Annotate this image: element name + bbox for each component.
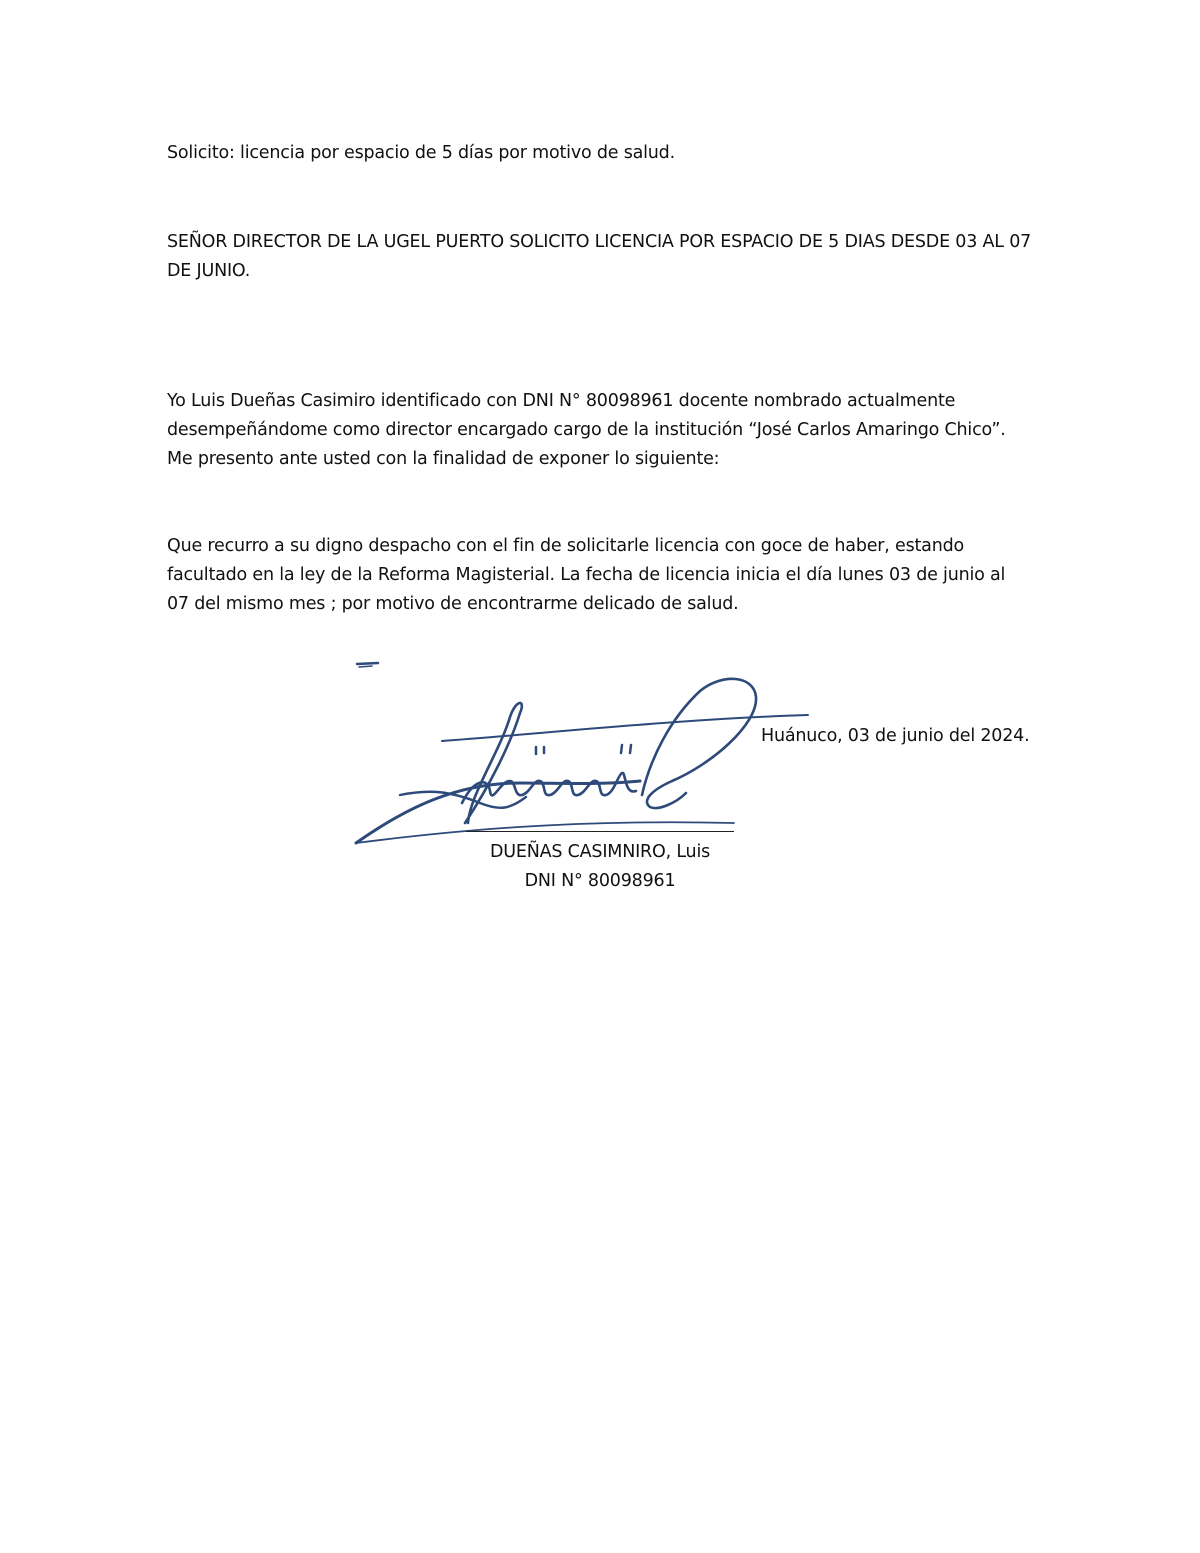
- addressee-line-1: SEÑOR DIRECTOR DE LA UGEL PUERTO SOLICITO LICENCIA POR ESPACIO DE 5 DIAS DESDE 03 AL 07: [167, 232, 1032, 252]
- subject-line: Solicito: licencia por espacio de 5 días por motivo de salud.: [167, 143, 675, 163]
- signature-line: [466, 831, 734, 832]
- signer-name: DUEÑAS CASIMNIRO, Luis: [489, 842, 711, 862]
- signer-dni: DNI N° 80098961: [524, 871, 676, 891]
- place-date: Huánuco, 03 de junio del 2024.: [761, 726, 1030, 746]
- intro-line-1: Yo Luis Dueñas Casimiro identificado con DNI N° 80098961 docente nombrado actualmente: [167, 391, 956, 411]
- handwritten-signature: [350, 655, 820, 850]
- intro-line-2: desempeñándome como director encargado cargo de la institución “José Carlos Amaringo Chico”.: [167, 420, 1006, 440]
- intro-line-3: Me presento ante usted con la finalidad de exponer lo siguiente:: [167, 449, 720, 469]
- body-line-2: facultado en la ley de la Reforma Magisterial. La fecha de licencia inicia el día lunes 03 de junio al: [167, 565, 1006, 585]
- body-line-3: 07 del mismo mes ; por motivo de encontrarme delicado de salud.: [167, 594, 739, 614]
- body-line-1: Que recurro a su digno despacho con el fin de solicitarle licencia con goce de haber, estando: [167, 536, 964, 556]
- addressee-line-2: DE JUNIO.: [167, 261, 251, 281]
